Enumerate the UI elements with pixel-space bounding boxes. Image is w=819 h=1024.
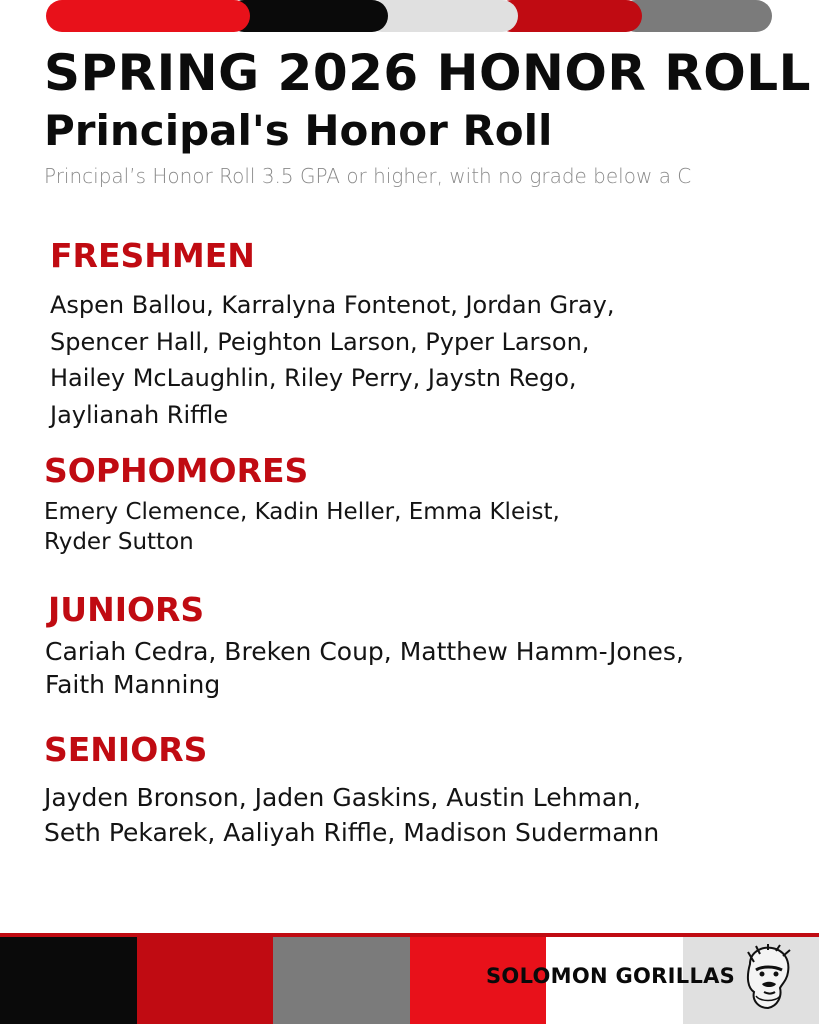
top-bar-segment-2: [228, 0, 388, 32]
page-title: SPRING 2026 HONOR ROLL: [44, 44, 811, 102]
top-bar-segment-1: [46, 0, 250, 32]
school-brand-name: SOLOMON GORILLAS: [486, 964, 736, 988]
footer-band-segment-3: [273, 937, 410, 1024]
freshmen-names: [50, 287, 614, 433]
name-line: Faith Manning: [45, 670, 221, 699]
name-line: Spencer Hall, Peighton Larson, Pyper Larson,: [50, 327, 590, 356]
section-title-juniors: JUNIORS: [48, 590, 205, 629]
senior-names: [44, 780, 659, 850]
sophomore-names: [44, 497, 560, 557]
page-subtitle: Principal's Honor Roll: [44, 106, 553, 155]
junior-names: [45, 635, 684, 701]
top-bar-segment-5: [620, 0, 772, 32]
top-color-bar: [46, 0, 772, 32]
name-line: Seth Pekarek, Aaliyah Riffle, Madison Sudermann: [44, 818, 660, 847]
section-title-seniors: SENIORS: [44, 730, 208, 769]
name-line: Jayden Bronson, Jaden Gaskins, Austin Lehman,: [44, 783, 641, 812]
footer-band-segment-2: [137, 937, 274, 1024]
footer-band-segment-1: [0, 937, 137, 1024]
gorilla-mascot-icon: [742, 944, 794, 1010]
section-title-freshmen: FRESHMEN: [50, 236, 255, 275]
name-line: Hailey McLaughlin, Riley Perry, Jaystn Rego,: [50, 364, 577, 392]
top-bar-segment-3: [366, 0, 518, 32]
section-title-sophomores: SOPHOMORES: [44, 451, 309, 490]
honor-roll-criteria: Principal’s Honor Roll 3.5 GPA or higher, with no grade below a C: [44, 164, 692, 188]
name-line: Aspen Ballou, Karralyna Fontenot, Jordan Gray,: [50, 291, 615, 319]
name-line: Ryder Sutton: [44, 529, 194, 555]
name-line: Emery Clemence, Kadin Heller, Emma Kleist,: [44, 499, 560, 525]
name-line: Cariah Cedra, Breken Coup, Matthew Hamm-Jones,: [45, 637, 684, 666]
name-line: Jaylianah Riffle: [50, 400, 229, 429]
